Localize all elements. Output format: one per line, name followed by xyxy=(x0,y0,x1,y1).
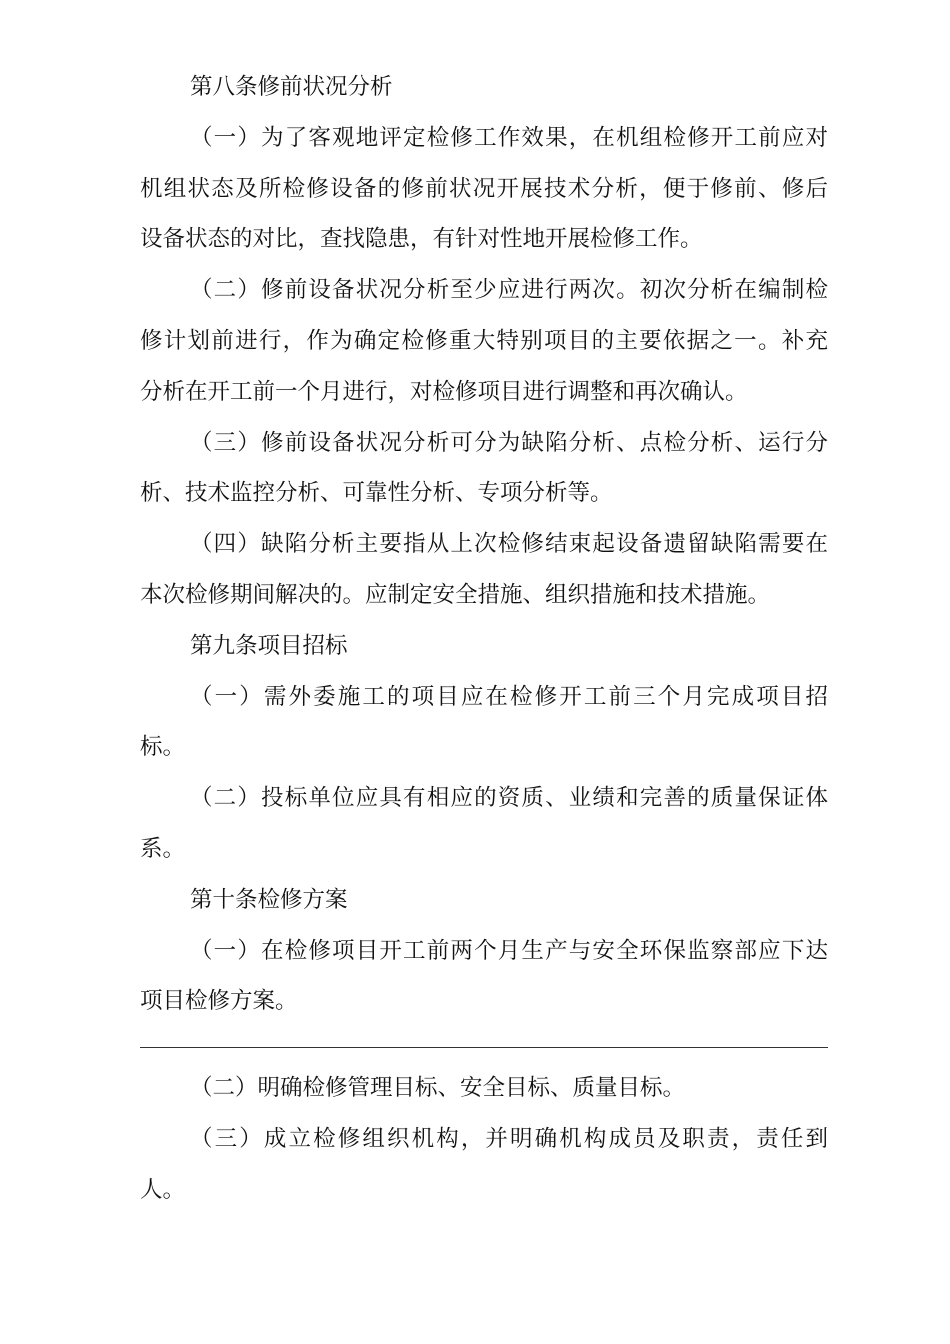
text-line: 系。 xyxy=(140,835,186,862)
document-page-2 xyxy=(140,1063,828,1215)
text-line: （一）在检修项目开工前两个月生产与安全环保监察部应下达 xyxy=(190,937,828,964)
text-line: 分析在开工前一个月进行，对检修项目进行调整和再次确认。 xyxy=(140,378,748,405)
text-line: 第十条检修方案 xyxy=(190,886,348,913)
text-line: （二）明确检修管理目标、安全目标、质量目标。 xyxy=(190,1075,686,1101)
text-line: （一）需外委施工的项目应在检修开工前三个月完成项目招 xyxy=(190,683,828,710)
text-line: 机组状态及所检修设备的修前状况开展技术分析，便于修前、修后 xyxy=(140,175,828,202)
page-break-divider xyxy=(140,1047,828,1048)
text-line: （二）投标单位应具有相应的资质、业绩和完善的质量保证体 xyxy=(190,785,828,812)
text-line: （三）修前设备状况分析可分为缺陷分析、点检分析、运行分 xyxy=(190,429,828,456)
text-line: 第九条项目招标 xyxy=(190,632,348,659)
text-line: 第八条修前状况分析 xyxy=(190,74,393,100)
text-line: 设备状态的对比，查找隐患，有针对性地开展检修工作。 xyxy=(140,226,703,253)
text-line: 修计划前进行，作为确定检修重大特别项目的主要依据之一。补充 xyxy=(140,327,828,354)
text-line: 标。 xyxy=(140,734,186,761)
text-line: （二）修前设备状况分析至少应进行两次。初次分析在编制检 xyxy=(190,277,828,304)
text-line: （四）缺陷分析主要指从上次检修结束起设备遗留缺陷需要在 xyxy=(190,531,828,558)
text-line: 人。 xyxy=(140,1176,186,1203)
document-page-1 xyxy=(140,62,828,1027)
text-line: 本次检修期间解决的。应制定安全措施、组织措施和技术措施。 xyxy=(140,581,771,608)
text-line: （一）为了客观地评定检修工作效果，在机组检修开工前应对 xyxy=(190,124,828,151)
text-line: 项目检修方案。 xyxy=(140,988,298,1015)
text-line: 析、技术监控分析、可靠性分析、专项分析等。 xyxy=(140,480,613,507)
text-line: （三）成立检修组织机构，并明确机构成员及职责，责任到 xyxy=(190,1125,828,1152)
